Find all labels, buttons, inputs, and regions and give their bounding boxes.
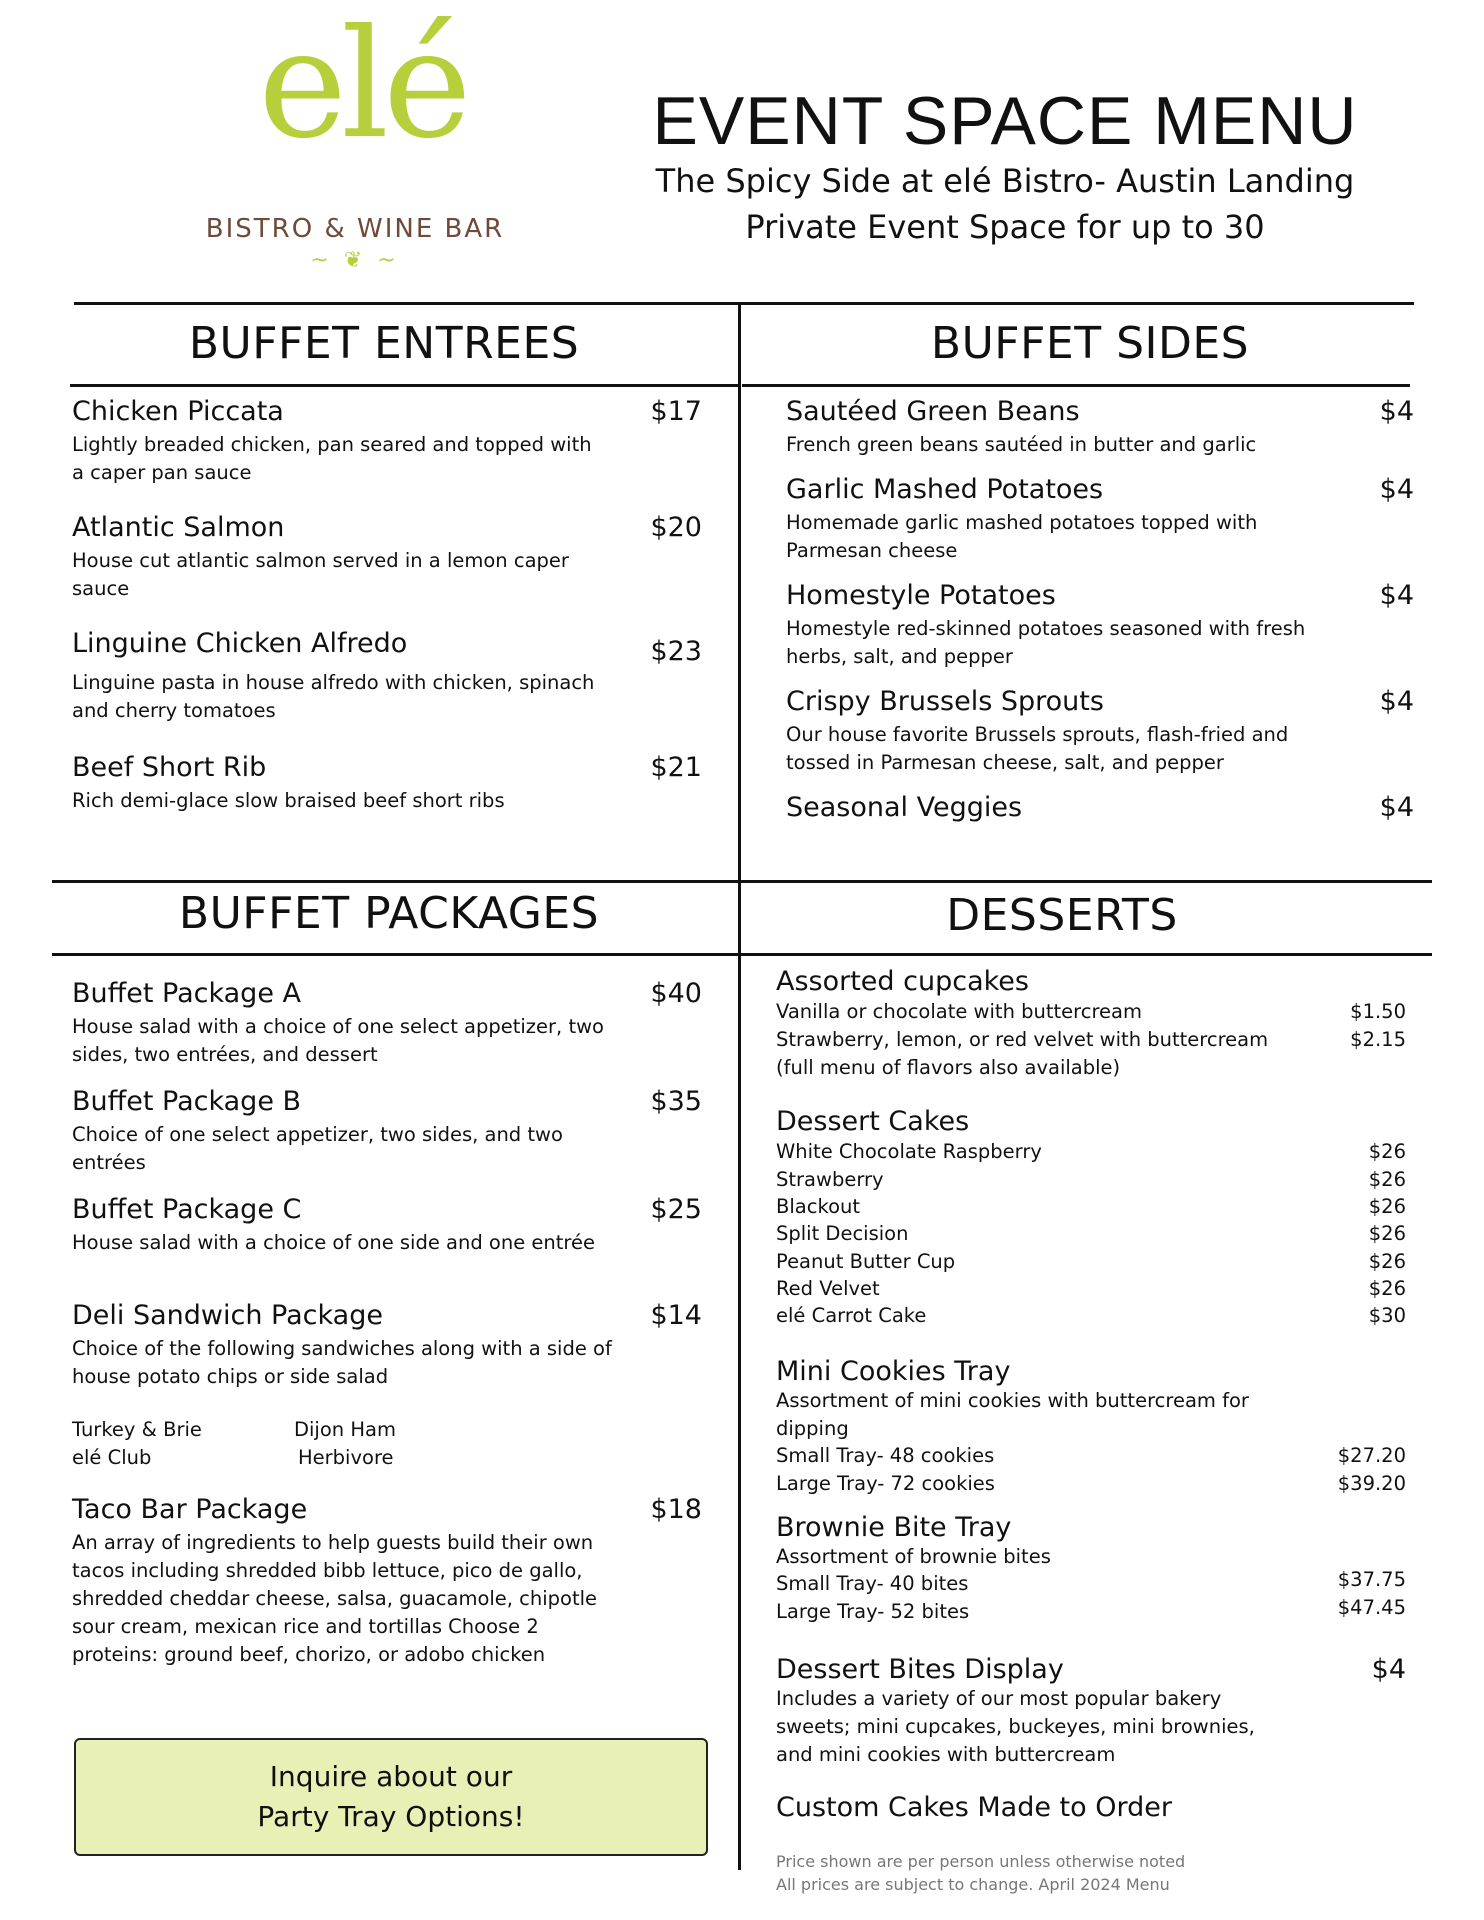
side-name: Homestyle Potatoes <box>786 580 1056 611</box>
entree-desc: Lightly breaded chicken, pan seared and topped with a caper pan sauce <box>72 433 592 484</box>
divider-desserts-title <box>740 953 1432 956</box>
entree-item <box>72 628 602 725</box>
entree-price: $21 <box>650 752 702 783</box>
dessert-group <box>776 1512 1306 1571</box>
package-item <box>72 1086 612 1177</box>
side-price: $4 <box>1379 396 1414 427</box>
side-name: Crispy Brussels Sprouts <box>786 686 1104 717</box>
package-desc: House salad with a choice of one select appetizer, two sides, two entrées, and dessert <box>72 1015 604 1066</box>
dessert-group <box>776 1356 1306 1443</box>
entree-desc: Linguine pasta in house alfredo with chicken, spinach and cherry tomatoes <box>72 671 595 722</box>
custom-cakes-label: Custom Cakes Made to Order <box>776 1792 1172 1823</box>
package-item <box>72 1494 612 1669</box>
entree-name: Beef Short Rib <box>72 752 267 783</box>
side-item <box>786 474 1306 565</box>
side-item <box>786 396 1306 459</box>
package-item <box>72 1300 612 1391</box>
dessert-desc: Assortment of mini cookies with buttercream for dipping <box>776 1389 1249 1440</box>
sides-title: BUFFET SIDES <box>930 318 1250 369</box>
sandwich-option: elé Club <box>72 1446 152 1469</box>
side-name: Garlic Mashed Potatoes <box>786 474 1104 505</box>
package-name: Buffet Package A <box>72 978 301 1009</box>
package-desc: An array of ingredients to help guests build their own tacos including shredded bibb lettuce, pico de gallo, shredded cheddar cheese, salsa, guacamole, chipotle sour cream, mexican rice and tortillas Choose 2 proteins: ground beef, chorizo, or adobo chicken <box>72 1531 598 1666</box>
dessert-row-price: $26 <box>1368 1195 1406 1218</box>
capacity-subtitle: Private Event Space for up to 30 <box>745 208 1265 246</box>
dessert-row-label: Peanut Butter Cup <box>776 1250 956 1273</box>
side-price: $4 <box>1379 580 1414 611</box>
dessert-group-name: Dessert Bites Display <box>776 1654 1064 1685</box>
packages-title: BUFFET PACKAGES <box>178 888 600 939</box>
dessert-row-label: Blackout <box>776 1195 860 1218</box>
divider-vertical <box>738 302 741 1870</box>
logo-subtitle: BISTRO & WINE BAR <box>205 214 505 244</box>
package-price: $40 <box>650 978 702 1009</box>
side-desc: Homemade garlic mashed potatoes topped with Parmesan cheese <box>786 511 1258 562</box>
side-name: Sautéed Green Beans <box>786 396 1080 427</box>
divider-sides-title <box>742 384 1410 387</box>
dessert-row-price: $39.20 <box>1337 1472 1406 1495</box>
entree-price: $23 <box>650 636 702 667</box>
dessert-row-price: $26 <box>1368 1250 1406 1273</box>
dessert-row-label: Small Tray- 40 bites <box>776 1572 969 1595</box>
divider-packages-title <box>52 953 740 956</box>
dessert-group-name: Assorted cupcakes <box>776 966 1029 997</box>
side-price: $4 <box>1379 686 1414 717</box>
side-item <box>786 580 1306 671</box>
entree-desc: House cut atlantic salmon served in a lemon caper sauce <box>72 549 569 600</box>
divider-middle <box>52 880 1432 883</box>
entrees-title: BUFFET ENTREES <box>188 318 580 369</box>
entree-item <box>72 752 602 815</box>
package-desc: Choice of one select appetizer, two sides, and two entrées <box>72 1123 563 1174</box>
footnote-pricing: Price shown are per person unless otherwise noted <box>776 1852 1186 1871</box>
footnote-change: All prices are subject to change. April 2024 Menu <box>776 1875 1170 1894</box>
dessert-row-price: $30 <box>1368 1304 1406 1327</box>
package-name: Buffet Package B <box>72 1086 302 1117</box>
entree-desc: Rich demi-glace slow braised beef short ribs <box>72 789 505 812</box>
dessert-price: $4 <box>1371 1654 1406 1685</box>
custom-cakes <box>776 1792 1336 1823</box>
desserts-title: DESSERTS <box>946 890 1178 941</box>
dessert-row-label: Large Tray- 72 cookies <box>776 1472 995 1495</box>
dessert-group <box>776 1654 1296 1769</box>
dessert-group <box>776 1106 1316 1137</box>
sandwich-option: Turkey & Brie <box>72 1418 202 1441</box>
entree-name: Chicken Piccata <box>72 396 284 427</box>
logo-wordmark: elé <box>258 0 466 172</box>
side-item <box>786 792 1306 823</box>
side-item <box>786 686 1306 777</box>
package-name: Deli Sandwich Package <box>72 1300 383 1331</box>
dessert-row-label: Large Tray- 52 bites <box>776 1600 970 1623</box>
dessert-row-price: $37.75 <box>1337 1568 1406 1591</box>
dessert-group-name: Mini Cookies Tray <box>776 1356 1011 1387</box>
side-price: $4 <box>1379 474 1414 505</box>
entree-name: Atlantic Salmon <box>72 512 285 543</box>
dessert-row-label: Small Tray- 48 cookies <box>776 1444 995 1467</box>
dessert-row-label: Red Velvet <box>776 1277 880 1300</box>
party-tray-callout <box>74 1738 708 1856</box>
venue-subtitle: The Spicy Side at elé Bistro- Austin Landing <box>655 162 1355 200</box>
divider-top <box>74 302 1414 305</box>
page-title: EVENT SPACE MENU <box>652 83 1358 159</box>
callout-line-1: Inquire about our <box>269 1760 513 1793</box>
entree-item <box>72 396 602 487</box>
dessert-row-price: $2.15 <box>1350 1028 1406 1051</box>
entree-item <box>72 512 602 603</box>
dessert-group-name: Dessert Cakes <box>776 1106 970 1137</box>
package-item <box>72 1194 612 1257</box>
divider-entrees-title <box>70 384 740 387</box>
dessert-row-price: $1.50 <box>1350 1000 1406 1023</box>
logo-flourish-icon: ~ ❦ ~ <box>310 248 400 273</box>
package-price: $35 <box>650 1086 702 1117</box>
dessert-row-label: elé Carrot Cake <box>776 1304 927 1327</box>
package-item <box>72 978 612 1069</box>
dessert-row-label: Strawberry, lemon, or red velvet with buttercream <box>776 1028 1269 1051</box>
package-price: $18 <box>650 1494 702 1525</box>
entree-name: Linguine Chicken Alfredo <box>72 628 408 659</box>
dessert-row-price: $26 <box>1368 1222 1406 1245</box>
dessert-row-label: Strawberry <box>776 1168 884 1191</box>
dessert-row-price: $47.45 <box>1337 1596 1406 1619</box>
callout-line-2: Party Tray Options! <box>257 1800 525 1833</box>
dessert-desc: Includes a variety of our most popular bakery sweets; mini cupcakes, buckeyes, mini brownies, and mini cookies with buttercream <box>776 1687 1255 1766</box>
package-price: $14 <box>650 1300 702 1331</box>
package-desc: House salad with a choice of one side and one entrée <box>72 1231 596 1254</box>
dessert-note: (full menu of flavors also available) <box>776 1056 1121 1079</box>
package-name: Buffet Package C <box>72 1194 302 1225</box>
dessert-row-price: $27.20 <box>1337 1444 1406 1467</box>
sandwich-option: Herbivore <box>298 1446 394 1469</box>
side-price: $4 <box>1379 792 1414 823</box>
dessert-desc: Assortment of brownie bites <box>776 1545 1051 1568</box>
entree-price: $17 <box>650 396 702 427</box>
dessert-row-label: White Chocolate Raspberry <box>776 1140 1042 1163</box>
side-desc: Our house favorite Brussels sprouts, flash-fried and tossed in Parmesan cheese, salt, and pepper <box>786 723 1289 774</box>
dessert-group-name: Brownie Bite Tray <box>776 1512 1012 1543</box>
package-price: $25 <box>650 1194 702 1225</box>
dessert-row-label: Vanilla or chocolate with buttercream <box>776 1000 1142 1023</box>
side-name: Seasonal Veggies <box>786 792 1023 823</box>
package-name: Taco Bar Package <box>72 1494 308 1525</box>
side-desc: Homestyle red-skinned potatoes seasoned with fresh herbs, salt, and pepper <box>786 617 1306 668</box>
dessert-row-price: $26 <box>1368 1140 1406 1163</box>
package-desc: Choice of the following sandwiches along with a side of house potato chips or side salad <box>72 1337 612 1388</box>
dessert-row-price: $26 <box>1368 1277 1406 1300</box>
sandwich-option: Dijon Ham <box>294 1418 396 1441</box>
side-desc: French green beans sautéed in butter and garlic <box>786 433 1257 456</box>
dessert-row-label: Split Decision <box>776 1222 909 1245</box>
dessert-row-price: $26 <box>1368 1168 1406 1191</box>
dessert-group <box>776 966 1316 997</box>
entree-price: $20 <box>650 512 702 543</box>
